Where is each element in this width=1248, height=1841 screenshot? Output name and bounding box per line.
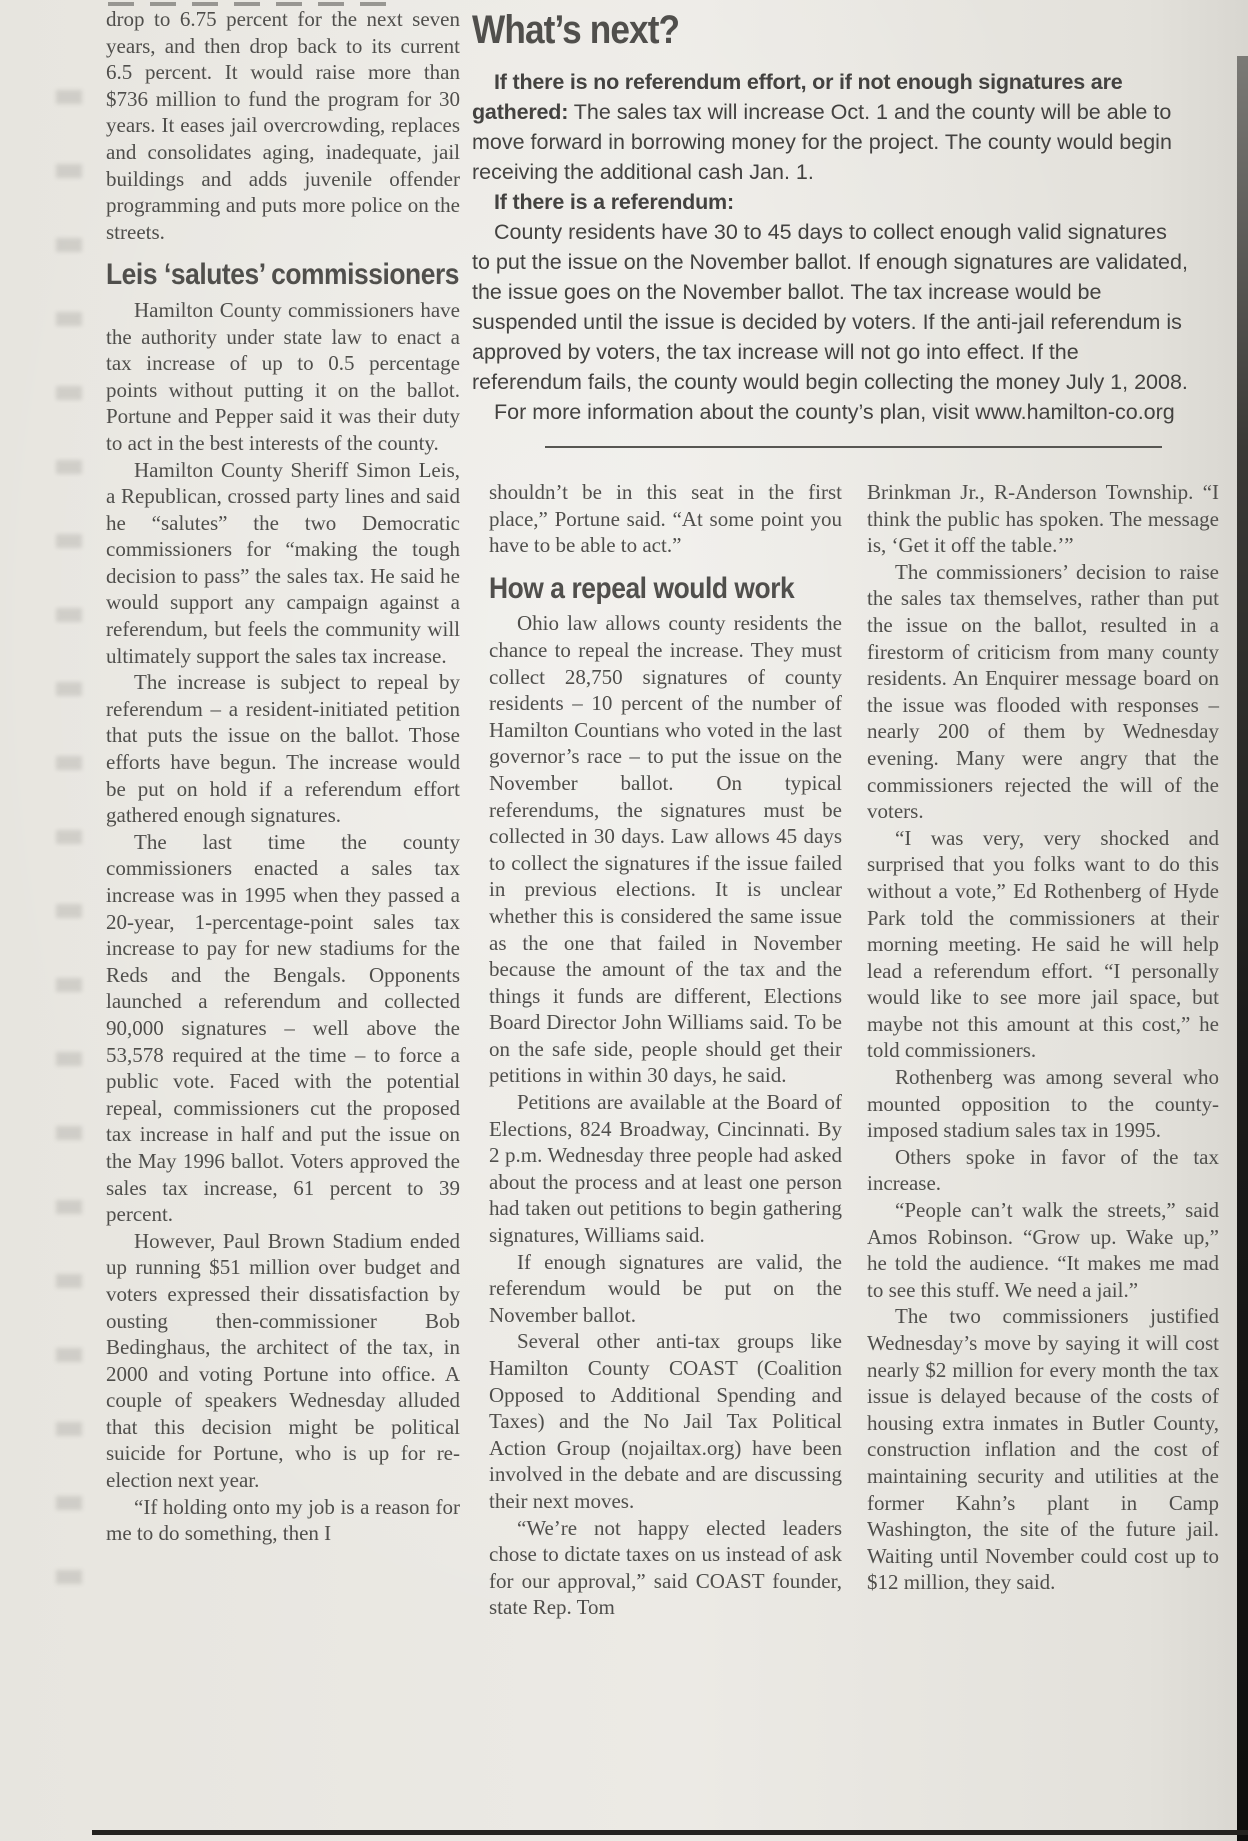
article-paragraph: However, Paul Brown Stadium ended up running $51 million over budget and voters expressed their dissatisfaction by ousting then-commissioner Bob Bedinghaus, the architect of the tax, in 2000 and voting Portune into office. A couple of speakers Wednesday alluded that this decision might be political suicide for Portune, who is up for re-election next year. [106,1228,460,1493]
section-headline-how-repeal-works: How a repeal would work [489,571,795,605]
section-headline-leis-salutes: Leis ‘salutes’ commissioners [106,258,460,292]
scan-edge-right [1237,56,1248,1841]
article-paragraph: “People can’t walk the streets,” said Amos Robinson. “Grow up. Wake up,” he told the audience. “It makes me mad to see this stuff. We need a jail.” [867,1198,1219,1302]
article-paragraph: “We’re not happy elected leaders chose to dictate taxes on us instead of ask for our approval,” said COAST founder, state Rep. Tom [489,1515,842,1620]
article-paragraph: drop to 6.75 percent for the next seven years, and then drop back to its current 6.5 percent. It would raise more than $736 million to fund the program for 30 years. It eases jail overcrowding, replaces and consolidates aging, inadequate, jail buildings and adds juvenile offender programming and puts more police on the streets. [106,7,460,244]
box-footer-note: For more information about the county’s plan, visit www.hamilton-co.org [494,400,1175,424]
article-paragraph: Hamilton County Sheriff Simon Leis, a Republican, crossed party lines and said he “salutes” the two Democratic commissioners for “making the tough decision to pass” the sales tax. He said he would support any campaign against a referendum, but feels the community will ultimately support the sales tax increase. [106,457,460,668]
article-paragraph: “I was very, very shocked and surprised that you folks want to do this without a vote,” Ed Rothenberg of Hyde Park told the commissioners at their morning meeting. He said he will help lead a referendum effort. “I personally would like to see more jail space, but maybe not this amount at this cost,” he told commissioners. [867,825,1219,1063]
box-lead-text: The sales tax will increase Oct. 1 and the county will be able to move forward in borrowing money for the project. The county would begin receiving the additional cash Jan. 1. [472,100,1172,184]
scan-bleedthrough-marks [56,90,82,1610]
box-headline-whats-next: What’s next? [472,8,680,52]
box-subhead-bold: If there is a referendum: [494,190,734,214]
article-paragraph: The increase is subject to repeal by referendum – a resident-initiated petition that puts the issue on the ballot. Those efforts have begun. The increase would be put on hold if a referendum effort gathered enough signatures. [106,670,460,828]
article-paragraph: The last time the county commissioners enacted a sales tax increase was in 1995 when they passed a 20-year, 1-percentage-point sales tax increase to pay for new stadiums for the Reds and the Bengals. Opponents launched a referendum and collected 90,000 signatures – well above the 53,578 required at the time – to force a public vote. Faced with the potential repeal, commissioners cut the proposed tax increase in half and put the issue on the May 1996 ballot. Voters approved the sales tax increase, 61 percent to 39 percent. [106,829,460,1227]
article-paragraph: shouldn’t be in this seat in the first place,” Portune said. “At some point you have to be able to act.” [489,480,842,558]
article-paragraph: “If holding onto my job is a reason for me to do something, then I [106,1494,460,1546]
article-paragraph: Rothenberg was among several who mounted opposition to the county-imposed stadium sales tax in 1995. [867,1065,1219,1143]
article-paragraph: Several other anti-tax groups like Hamilton County COAST (Coalition Opposed to Additional Spending and Taxes) and the No Jail Tax Political Action Group (nojailtax.org) have been involved in the debate and are discussing their next moves. [489,1329,842,1513]
whats-next-sidebar-box [472,8,1190,427]
horizontal-rule [545,446,1162,448]
middle-column [489,479,842,1621]
box-paragraph [472,67,1190,187]
article-paragraph: The two commissioners justified Wednesday’s move by saying it will cost nearly $2 million for every month the tax issue is delayed because of the costs of housing extra inmates in Butler County, construction inflation and the cost of maintaining security and utilities at the former Kahn’s plant in Camp Washington, the site of the future jail. Waiting until November could cost up to $12 million, they said. [867,1304,1219,1595]
article-paragraph: Others spoke in favor of the tax increase. [867,1144,1219,1196]
box-paragraph: County residents have 30 to 45 days to collect enough valid signatures to put the issue on the November ballot. If enough signatures are validated, the issue goes on the November ballot. The tax increase would be suspended until the issue is decided by voters. If the anti-jail referendum is approved by voters, the tax increase will not go into effect. If the referendum fails, the county would begin collecting the money July 1, 2008. [472,220,1188,394]
article-paragraph: Hamilton County commissioners have the authority under state law to enact a tax increase of up to 0.5 percentage points without putting it on the ballot. Portune and Pepper said it was their duty to act in the best interests of the county. [106,297,460,455]
article-paragraph: If enough signatures are valid, the referendum would be put on the November ballot. [489,1249,842,1327]
article-paragraph: Brinkman Jr., R-Anderson Township. “I think the public has spoken. The message is, ‘Get it off the table.’” [867,480,1219,558]
box-lead-bold: If there is no referendum effort, or if not enough signatures are gathered: [472,70,1123,124]
box-subhead [472,187,1190,217]
left-column [106,6,460,1547]
article-paragraph: Ohio law allows county residents the chance to repeal the increase. They must collect 28,750 signatures of county residents – 10 percent of the number of Hamilton Countians who voted in the last governor’s race – to put the issue on the November ballot. On typical referendums, the signatures must be collected in 30 days. Law allows 45 days to collect the signatures if the issue failed in previous elections. It is unclear whether this is considered the same issue as the one that failed in November because the amount of the tax and the things it funds are different, Elections Board Director John Williams said. To be on the safe side, people should get their petitions in within 30 days, he said. [489,611,842,1088]
article-paragraph: Petitions are available at the Board of Elections, 824 Broadway, Cincinnati. By 2 p.m. Wednesday three people had asked about the process and at least one person had taken out petitions to begin gathering signatures, Williams said. [489,1090,842,1248]
right-column [867,479,1219,1596]
article-paragraph: The commissioners’ decision to raise the sales tax themselves, rather than put the issue on the ballot, resulted in a firestorm of criticism from many county residents. An Enquirer message board on the issue was flooded with responses – nearly 200 of them by Wednesday evening. Many were angry that the commissioners rejected the will of the voters. [867,559,1219,824]
scan-edge-bottom [92,1830,1248,1835]
